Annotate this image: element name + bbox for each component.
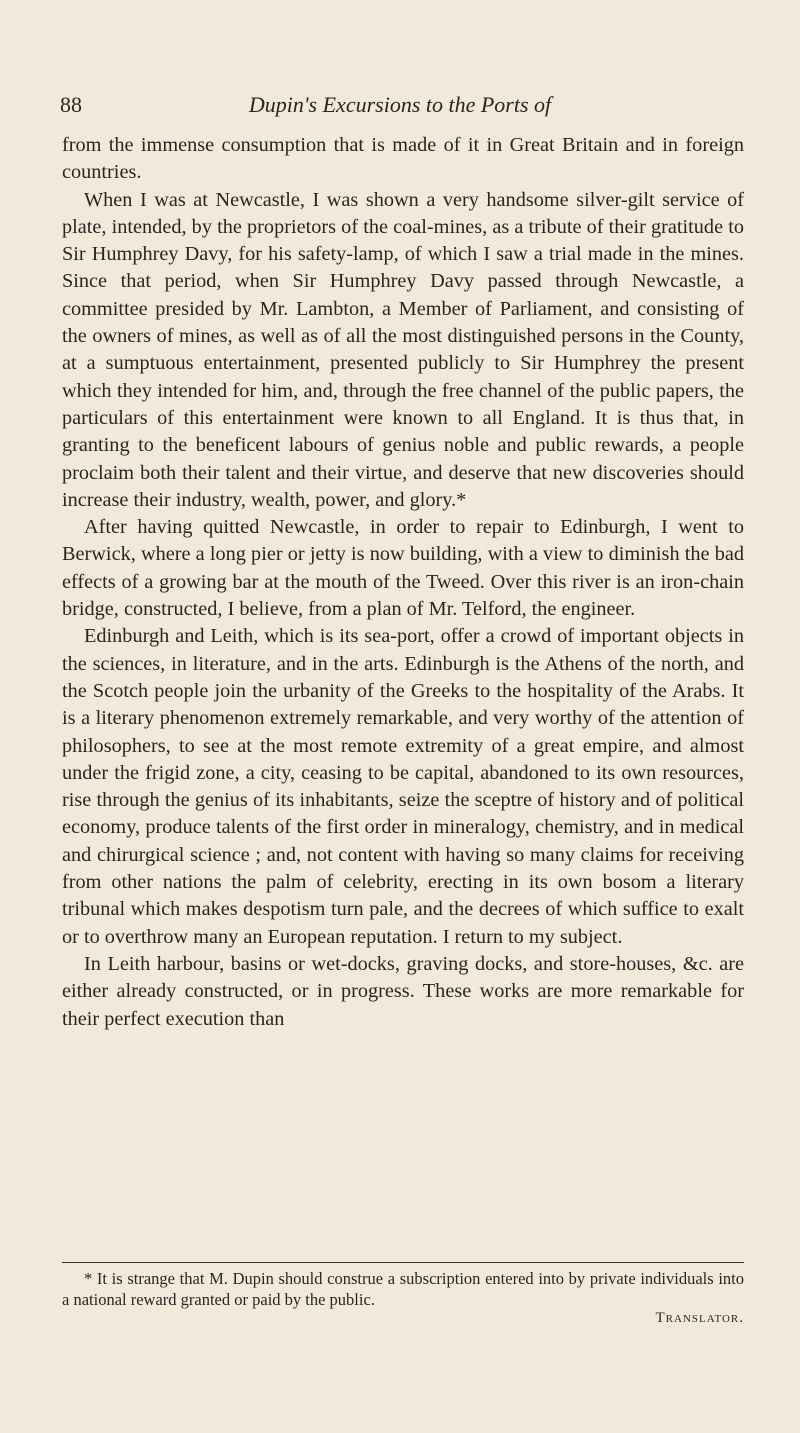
paragraph-berwick: After having quitted Newcastle, in order to repair to Edinburgh, I went to Berwick, where a long pier or jetty is now building, with a view to diminish the bad effects of a growing bar at the mouth of the Tweed. Over this river is an iron-chain bridge, constructed, I believe, from a plan of Mr. Telford, the engineer. [62, 516, 744, 621]
paragraph-newcastle: When I was at Newcastle, I was shown a very handsome silver-gilt service of plate, intended, by the proprietors of the coal-mines, as a tribute of their gratitude to Sir Humphrey Davy, for his safety-lamp, of which I saw a trial made in the mines. Since that period, when Sir Humphrey Davy passed through Newcastle, a committee presided by Mr. Lambton, a Member of Parliament, and consisting of the owners of mines, as well as of all the most distinguished persons in the County, at a sumptuous entertainment, presented publicly to Sir Humphrey the present which they intended for him, and, through the free channel of the public papers, the particulars of this entertainment were known to all England. It is thus that, in granting to the beneficent labours of genius noble and public rewards, a people proclaim both their talent and their virtue, and deserve that new discoveries should increase their industry, wealth, power, and glory.* [62, 188, 744, 511]
paragraph-edinburgh: Edinburgh and Leith, which is its sea-port, offer a crowd of important objects in the sciences, in literature, and in the arts. Edinburgh is the Athens of the north, and the Scotch people join the urbanity of the Greeks to the hospitality of the Arabs. It is a literary phenomenon extremely remarkable, and very worthy of the attention of philosophers, to see at the most remote extremity of a great empire, and almost under the frigid zone, a city, ceasing to be capital, abandoned to its own resources, rise through the genius of its inhabitants, seize the sceptre of history and of political economy, produce talents of the first order in mineralogy, chemistry, and in medical and chirurgical science ; and, not content with having so many claims for receiving from other nations the palm of celebrity, erecting in its own bosom a literary tribunal which makes despotism turn pale, and the decrees of which suffice to exalt or to overthrow many an European reputation. I return to my subject. [62, 625, 744, 948]
footnote [62, 1268, 744, 1310]
footnote-signature: Translator. [655, 1310, 744, 1326]
body-text [62, 132, 744, 1033]
footnote-text: * It is strange that M. Dupin should construe a subscription entered into by private individuals into a national reward granted or paid by the public. [62, 1269, 744, 1309]
footnote-divider [62, 1262, 744, 1263]
paragraph-leith: In Leith harbour, basins or wet-docks, graving docks, and store-houses, &c. are either already constructed, or in progress. These works are more remarkable for their perfect execution than [62, 952, 744, 1030]
page-header [60, 92, 740, 126]
paragraph-continued: from the immense consumption that is made of it in Great Britain and in foreign countries. [62, 134, 744, 184]
page-number: 88 [60, 92, 82, 117]
running-title: Dupin's Excursions to the Ports of [248, 92, 552, 117]
